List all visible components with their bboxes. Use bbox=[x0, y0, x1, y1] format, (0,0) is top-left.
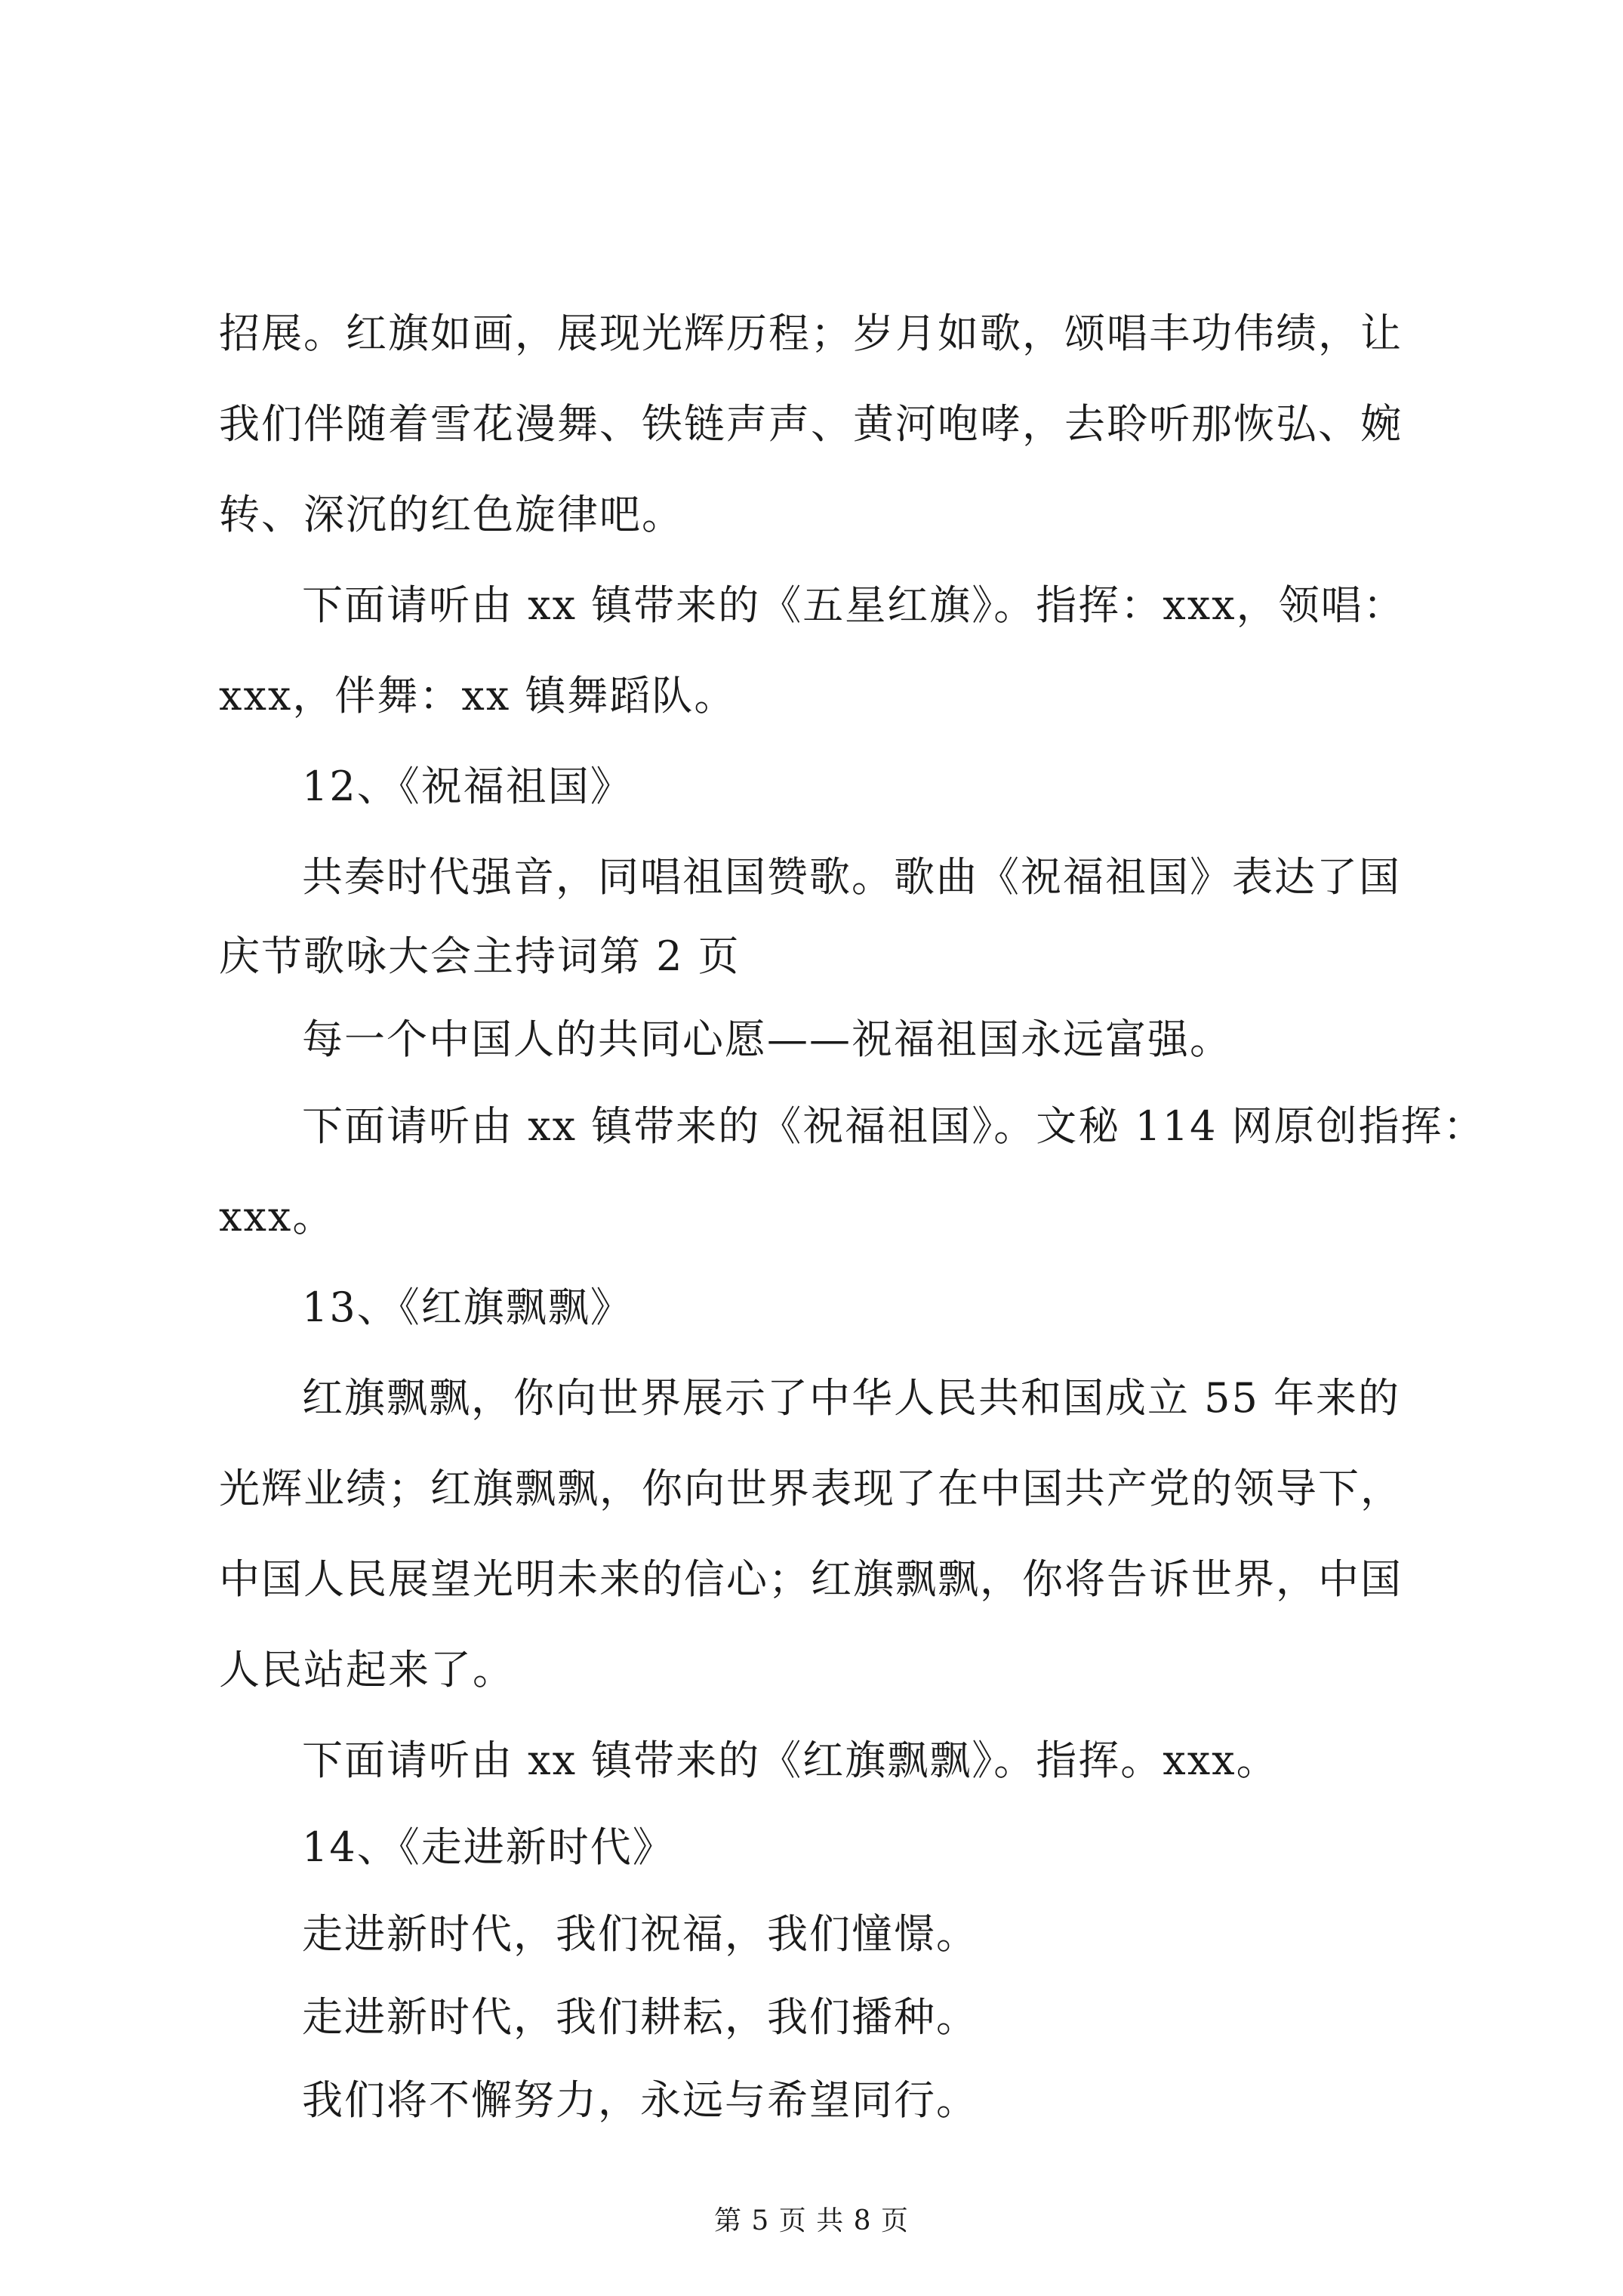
text-line-13: 红旗飘飘，你向世界展示了中华人民共和国成立 55 年来的 bbox=[302, 1374, 1401, 1422]
text-line-3: 转、深沉的红色旋律吧。 bbox=[219, 491, 684, 538]
text-line-14: 光辉业绩；红旗飘飘，你向世界表现了在中国共产党的领导下， bbox=[219, 1465, 1403, 1512]
text-line-5: xxx，伴舞：xx 镇舞蹈队。 bbox=[219, 672, 737, 720]
text-line-20: 走进新时代，我们耕耘，我们播种。 bbox=[302, 1993, 978, 2041]
text-line-7: 共奏时代强音，同唱祖国赞歌。歌曲《祝福祖国》表达了国 bbox=[302, 853, 1401, 901]
text-line-16: 人民站起来了。 bbox=[219, 1646, 515, 1693]
text-line-11: xxx。 bbox=[219, 1193, 335, 1240]
text-line-21: 我们将不懈努力，永远与希望同行。 bbox=[302, 2076, 978, 2124]
text-line-1: 招展。红旗如画，展现光辉历程；岁月如歌，颂唱丰功伟绩，让 bbox=[219, 310, 1403, 357]
text-line-15: 中国人民展望光明未来的信心；红旗飘飘，你将告诉世界，中国 bbox=[219, 1555, 1403, 1603]
text-line-9: 每一个中国人的共同心愿——祝福祖国永远富强。 bbox=[302, 1015, 1232, 1063]
text-line-17: 下面请听由 xx 镇带来的《红旗飘飘》。指挥。xxx。 bbox=[302, 1737, 1279, 1784]
section-heading-13: 13、《红旗飘飘》 bbox=[302, 1284, 633, 1331]
text-line-2: 我们伴随着雪花漫舞、铁链声声、黄河咆哮，去聆听那恢弘、婉 bbox=[219, 400, 1403, 448]
text-line-8: 庆节歌咏大会主持词第 2 页 bbox=[219, 932, 741, 980]
text-line-10: 下面请听由 xx 镇带来的《祝福祖国》。文秘 114 网原创指挥： bbox=[302, 1102, 1486, 1150]
section-heading-12: 12、《祝福祖国》 bbox=[302, 763, 633, 810]
section-heading-14: 14、《走进新时代》 bbox=[302, 1823, 675, 1871]
text-line-4: 下面请听由 xx 镇带来的《五星红旗》。指挥：xxx，领唱： bbox=[302, 581, 1406, 629]
text-line-19: 走进新时代，我们祝福，我们憧憬。 bbox=[302, 1910, 978, 1958]
page-footer: 第 5 页 共 8 页 bbox=[713, 2205, 910, 2236]
